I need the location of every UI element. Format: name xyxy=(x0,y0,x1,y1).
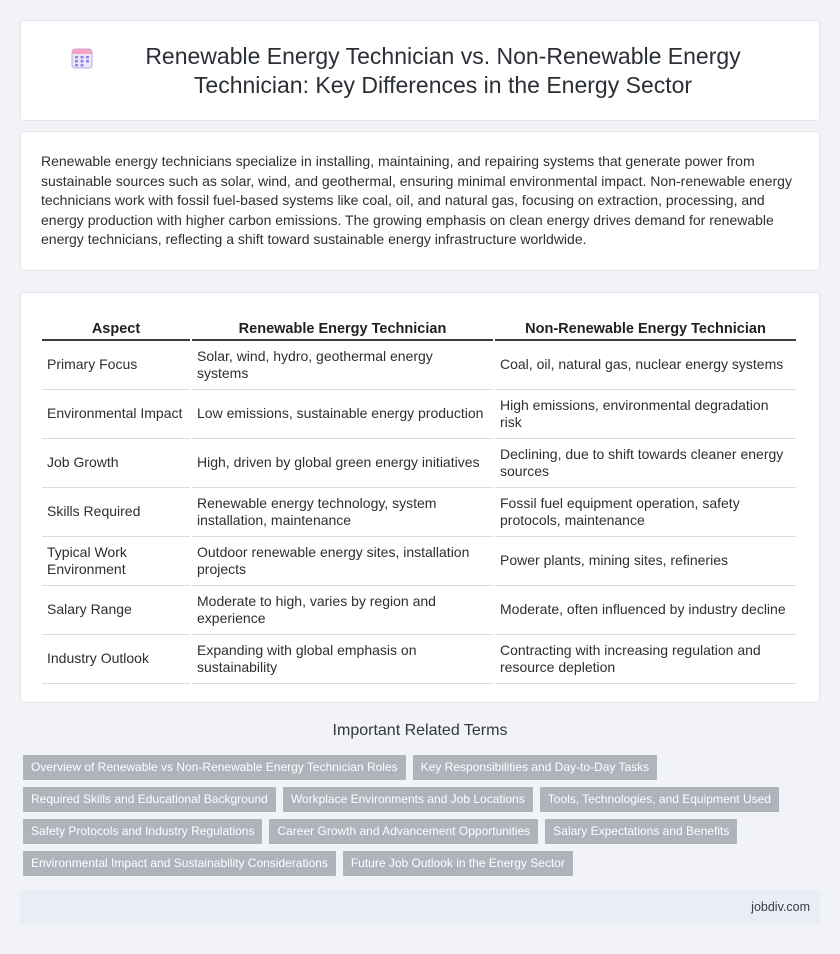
related-term-tag[interactable]: Required Skills and Educational Background xyxy=(23,787,276,812)
table-row xyxy=(42,439,796,488)
table-cell-aspect: Environmental Impact xyxy=(42,390,190,439)
related-term-tag[interactable]: Salary Expectations and Benefits xyxy=(545,819,737,844)
table-cell-non-renewable: Moderate, often influenced by industry decline xyxy=(495,586,796,635)
table-header-row xyxy=(42,315,796,341)
table-cell-aspect: Primary Focus xyxy=(42,341,190,390)
comparison-table-card xyxy=(20,292,820,703)
table-cell-renewable: Outdoor renewable energy sites, installation projects xyxy=(192,537,493,586)
table-cell-non-renewable: Contracting with increasing regulation and resource depletion xyxy=(495,635,796,684)
table-cell-aspect: Job Growth xyxy=(42,439,190,488)
table-cell-non-renewable: Power plants, mining sites, refineries xyxy=(495,537,796,586)
table-cell-non-renewable: Fossil fuel equipment operation, safety protocols, maintenance xyxy=(495,488,796,537)
related-term-tag[interactable]: Tools, Technologies, and Equipment Used xyxy=(540,787,779,812)
page-title: Renewable Energy Technician vs. Non-Renewable Energy Technician: Key Differences in the Energy Sector xyxy=(145,42,741,98)
table-cell-non-renewable: Declining, due to shift towards cleaner energy sources xyxy=(495,439,796,488)
related-term-tag[interactable]: Key Responsibilities and Day-to-Day Tasks xyxy=(413,755,658,780)
column-header-renewable: Renewable Energy Technician xyxy=(192,315,493,341)
table-row xyxy=(42,488,796,537)
footer xyxy=(20,890,820,924)
table-row xyxy=(42,635,796,684)
related-term-tag[interactable]: Environmental Impact and Sustainability Considerations xyxy=(23,851,336,876)
calendar-grid-icon xyxy=(70,46,94,70)
related-term-tag[interactable]: Career Growth and Advancement Opportunities xyxy=(269,819,538,844)
related-terms-tags xyxy=(23,755,813,883)
related-term-tag[interactable]: Overview of Renewable vs Non-Renewable Energy Technician Roles xyxy=(23,755,406,780)
table-cell-renewable: High, driven by global green energy initiatives xyxy=(192,439,493,488)
related-term-tag[interactable]: Future Job Outlook in the Energy Sector xyxy=(343,851,573,876)
comparison-table xyxy=(40,315,798,684)
table-cell-renewable: Renewable energy technology, system installation, maintenance xyxy=(192,488,493,537)
table-cell-renewable: Solar, wind, hydro, geothermal energy systems xyxy=(192,341,493,390)
table-cell-aspect: Skills Required xyxy=(42,488,190,537)
table-row xyxy=(42,586,796,635)
table-cell-renewable: Moderate to high, varies by region and experience xyxy=(192,586,493,635)
table-row xyxy=(42,537,796,586)
table-cell-aspect: Typical Work Environment xyxy=(42,537,190,586)
title-card xyxy=(20,20,820,121)
intro-paragraph: Renewable energy technicians specialize in installing, maintaining, and repairing systems that generate power from sustainable sources such as solar, wind, and geothermal, ensuring minimal environmental impact. Non-renewable energy technicians work with fossil fuel-based systems like coal, oil, and natural gas, focusing on extraction, processing, and energy production with higher carbon emissions. The growing emphasis on clean energy drives demand for renewable energy technicians, reflecting a shift toward sustainable energy infrastructure worldwide. xyxy=(41,153,792,248)
table-cell-non-renewable: Coal, oil, natural gas, nuclear energy systems xyxy=(495,341,796,390)
table-cell-non-renewable: High emissions, environmental degradation risk xyxy=(495,390,796,439)
table-cell-renewable: Low emissions, sustainable energy production xyxy=(192,390,493,439)
table-cell-aspect: Industry Outlook xyxy=(42,635,190,684)
table-cell-renewable: Expanding with global emphasis on sustainability xyxy=(192,635,493,684)
related-terms-heading: Important Related Terms xyxy=(332,722,508,739)
related-term-tag[interactable]: Workplace Environments and Job Locations xyxy=(283,787,533,812)
table-row xyxy=(42,341,796,390)
table-row xyxy=(42,390,796,439)
related-term-tag[interactable]: Safety Protocols and Industry Regulations xyxy=(23,819,262,844)
intro-card xyxy=(20,131,820,271)
column-header-non-renewable: Non-Renewable Energy Technician xyxy=(495,315,796,341)
table-cell-aspect: Salary Range xyxy=(42,586,190,635)
footer-site-link[interactable]: jobdiv.com xyxy=(751,900,810,914)
column-header-aspect: Aspect xyxy=(42,315,190,341)
